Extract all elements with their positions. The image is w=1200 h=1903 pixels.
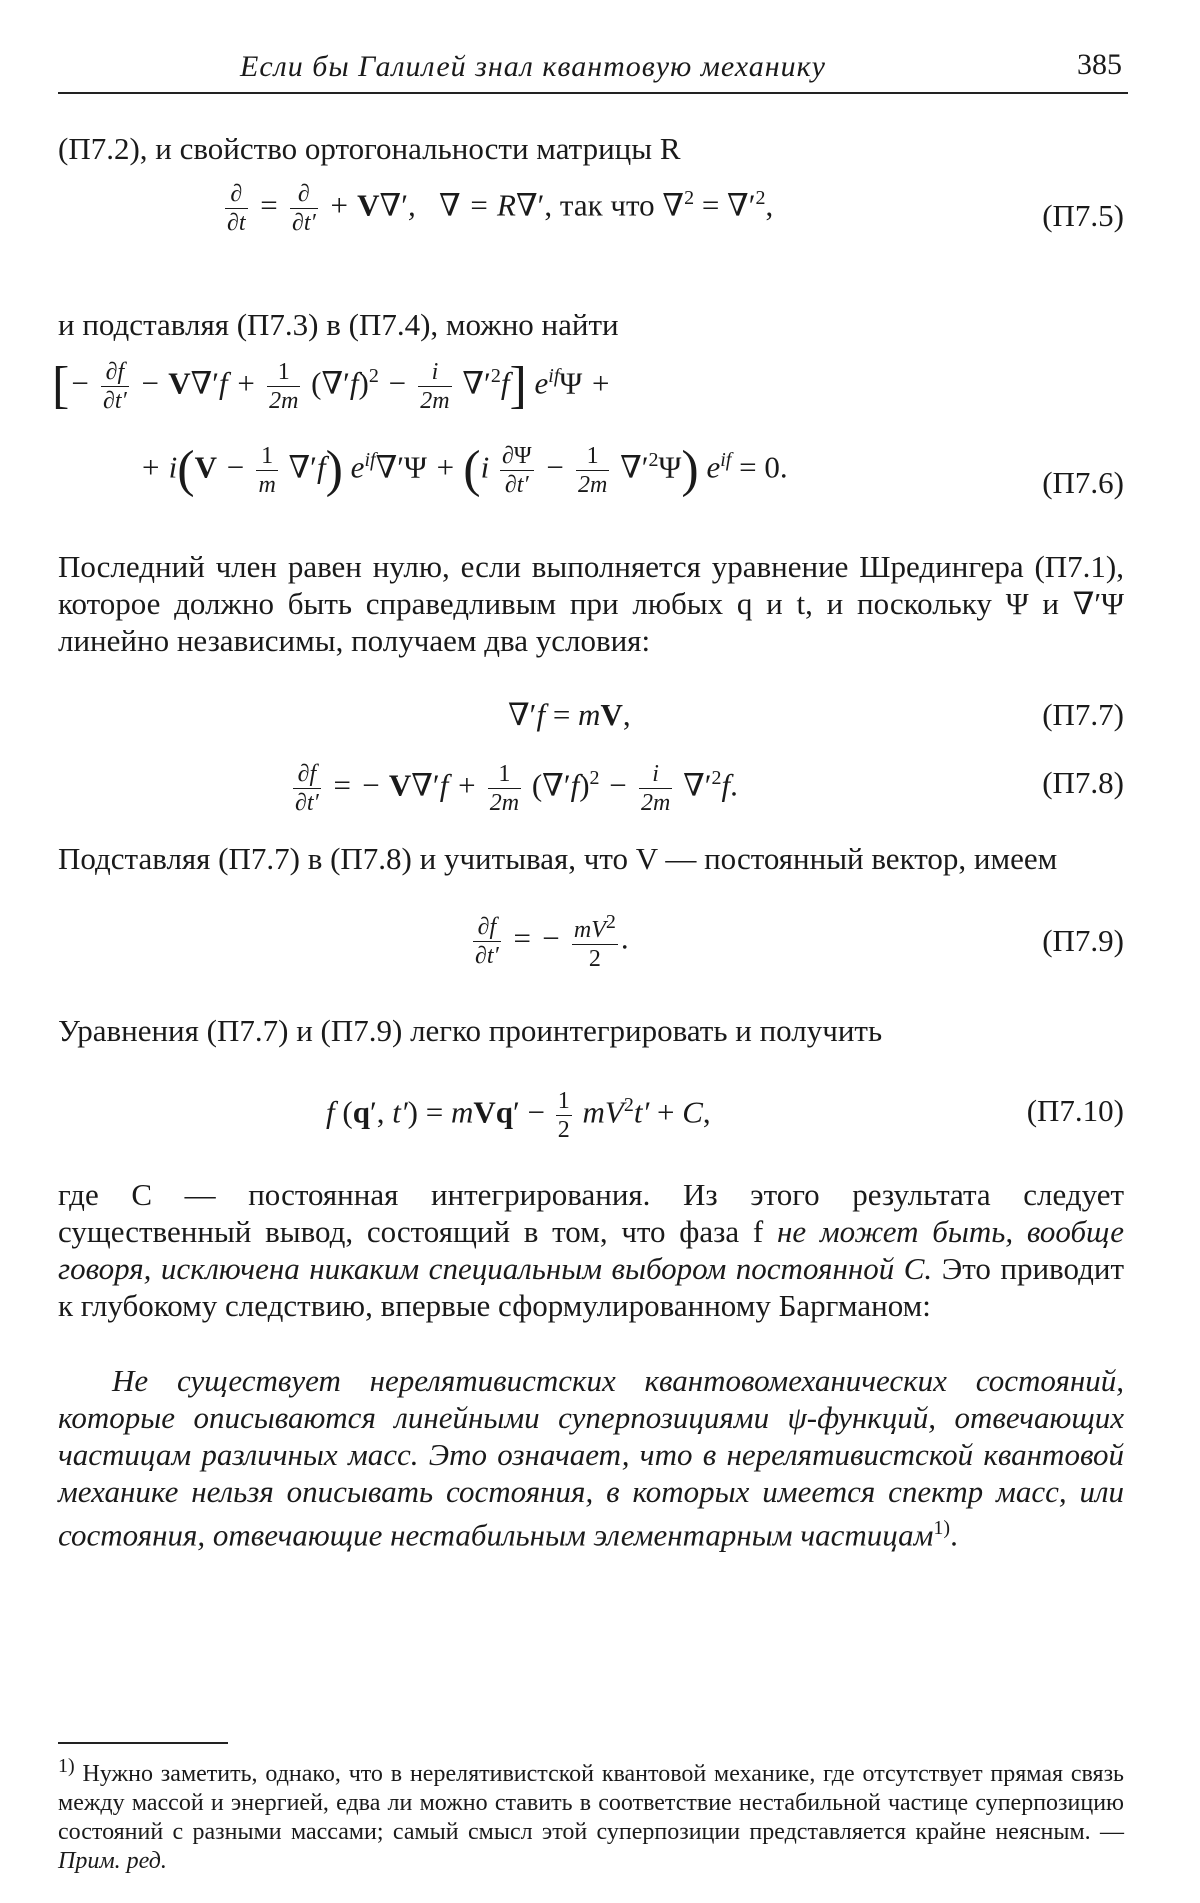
theorem-text: Не существует нерелятивистских квантовомеханических состояний, которые описываются линейными суперпозициями ψ-функций, отвечающих частицам различных масс. Это означает, что в нерелятивистской квантовой механике нельзя описывать состояния, в которых имеется спектр масс, или состояния, отвечающие нестабильным элементарным частицам [58, 1363, 1124, 1553]
equation-label-p7-10: (П7.10) [1026, 1093, 1124, 1128]
equation-p7-10: f (q′, t′) = mVq′ − $\frac{1}{2}$ $mV^2t' + C$, [326, 1087, 711, 1143]
footnote-rule [58, 1742, 228, 1744]
paragraph-7-theorem: Не существует нерелятивистских квантовомеханических состояний, которые описываются линейными суперпозициями ψ-функций, отвечающих частицам различных масс. Это означает, что в нерелятивистской квантовой механике нельзя описывать состояния, в которых имеется спектр масс, или состояния, отвечающие нестабильным элементарным частицам$^{1)}$. [58, 1363, 1124, 1553]
equation-p7-6-line-1: [− $\frac{\partial f}{\partial t'}$ − V∇′f + $\frac{1}{2m}$ $(\nabla'f)^2$ − $\frac{i}{2m}$ $\nabla'^2f$] $e^{if}\Psi$ + [52, 357, 611, 415]
paragraph-1: (П7.2), и свойство ортогональности матрицы R [58, 131, 681, 166]
equation-label-p7-8: (П7.8) [1042, 765, 1124, 800]
equation-p7-5: $\frac{\partial}{\partial t}$ = $\frac{\partial}{\partial t'}$ + V∇′, ∇ = R∇′, так что $\nabla^2 = \nabla'^2$, [227, 180, 774, 236]
paragraph-6 [58, 1176, 1124, 1324]
equation-label-p7-5: (П7.5) [1042, 198, 1124, 233]
page-header [58, 44, 1128, 94]
paragraph-6-emphasis: не может быть, вообще говоря, исключена никаким специальным выбором постоянной C. [58, 1214, 1124, 1286]
paragraph-4: Подставляя (П7.7) в (П7.8) и учитывая, что V — постоянный вектор, имеем [58, 841, 1058, 876]
footnote-reference: 1) [933, 1517, 951, 1539]
running-title: Если бы Галилей знал квантовую механику [240, 50, 826, 83]
paragraph-2: и подставляя (П7.3) в (П7.4), можно найти [58, 307, 619, 342]
paragraph-6-end: Это приводит к глубокому следствию, впервые сформулированному Баргманом: [58, 1251, 1124, 1323]
footnote [58, 1752, 1124, 1876]
equation-p7-6-line-2: + i(V − $\frac{1}{m}$ ∇′f) $e^{if}\nabla'\Psi + (i$ $\frac{\partial\Psi}{\partial t'}$ − $\frac{1}{2m}$ $\nabla'^2\Psi$) $e^{if} = 0$. [140, 441, 788, 499]
equation-label-p7-9: (П7.9) [1042, 923, 1124, 958]
equation-label-p7-7: (П7.7) [1042, 697, 1124, 732]
equation-p7-8: $\frac{\partial f}{\partial t'}$ = − V∇′f + $\frac{1}{2m}$ $(\nabla'f)^2$ − $\frac{i}{2m}$ $\nabla'^2f$. [295, 760, 738, 816]
footnote-attribution: Прим. ред. [58, 1848, 167, 1874]
paragraph-5: Уравнения (П7.7) и (П7.9) легко проинтегрировать и получить [58, 1013, 883, 1048]
footnote-text: Нужно заметить, однако, что в нерелятивистской квантовой механике, где отсутствует прямая связь между массой и энергией, едва ли можно ставить в соответствие нестабильной частице суперпозицию состояний с разными массами; самый смысл этой суперпозиции представляется крайне неясным. — [58, 1761, 1124, 1845]
page-number: 385 [1077, 48, 1122, 81]
equation-p7-7: ∇′f = mV, [508, 697, 631, 732]
paragraph-3: Последний член равен нулю, если выполняется уравнение Шредингера (П7.1), которое должно быть справедливым при любых q и t, и поскольку Ψ и ∇′Ψ линейно независимы, получаем два условия: [58, 549, 1124, 658]
footnote-mark: 1) [58, 1755, 75, 1777]
paragraph-6-start: где C — постоянная интегрирования. Из этого результата следует существенный вывод, состоящий в том, что фаза f [58, 1177, 1124, 1249]
equation-p7-9: $\frac{\partial f}{\partial t'}$ = − $\frac{mV^2}{2}$ . [475, 911, 629, 972]
header-rule [58, 92, 1128, 94]
equation-label-p7-6: (П7.6) [1042, 465, 1124, 500]
